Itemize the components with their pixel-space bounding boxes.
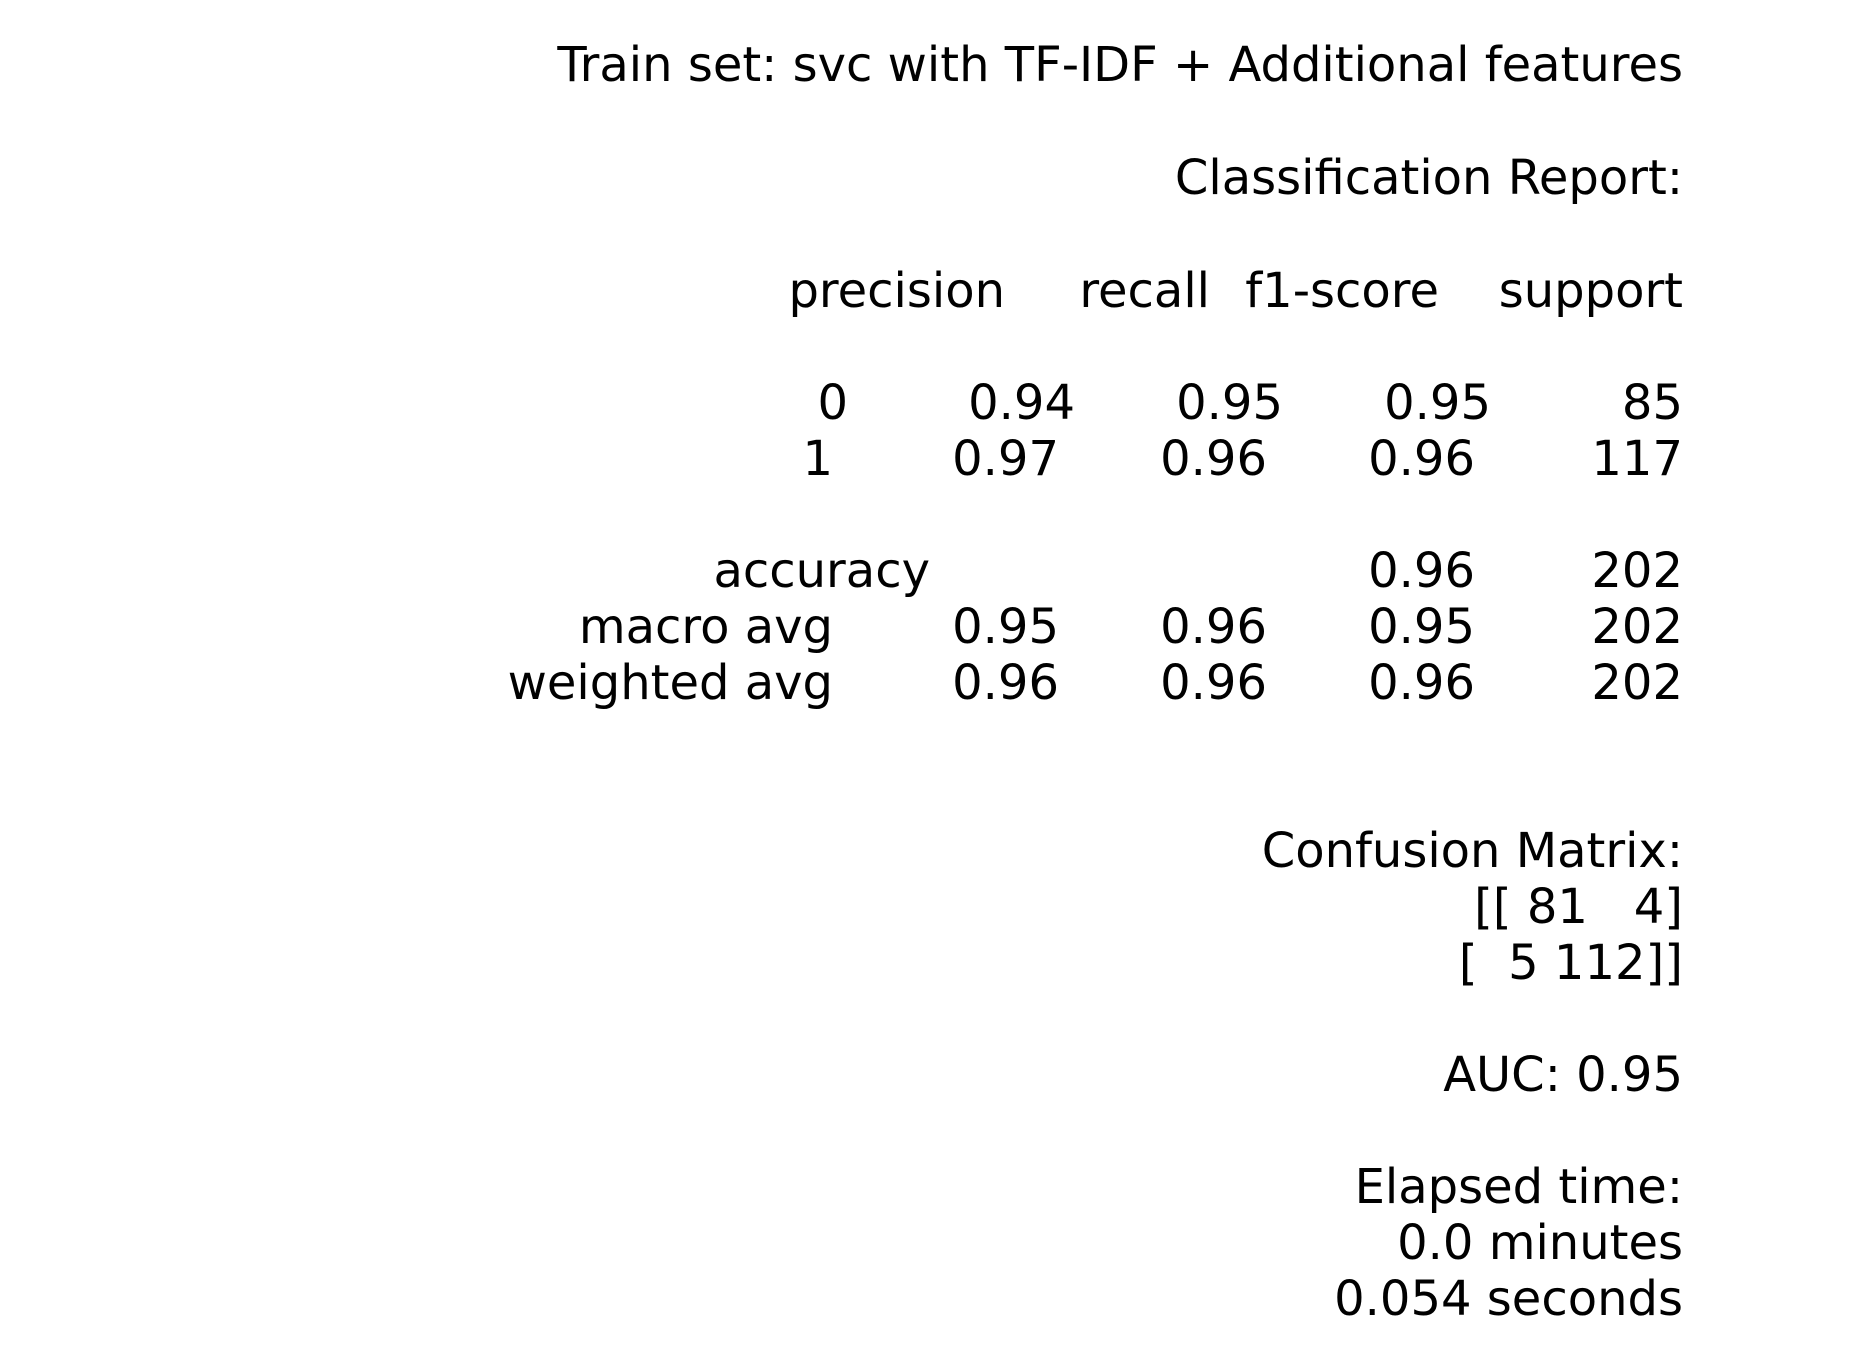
- classification-report-heading: Classification Report:: [1174, 150, 1683, 206]
- weighted-avg-recall: 0.96: [1160, 655, 1267, 711]
- column-header-recall: recall: [1079, 263, 1210, 319]
- weighted-avg-precision: 0.96: [952, 655, 1059, 711]
- column-header-precision: precision: [788, 263, 1005, 319]
- row-1-support: 117: [1591, 431, 1683, 487]
- macro-avg-precision: 0.95: [952, 599, 1059, 655]
- row-1-recall: 0.96: [1160, 431, 1267, 487]
- elapsed-minutes: 0.0 minutes: [1397, 1215, 1683, 1271]
- column-header-f1-score: f1-score: [1245, 263, 1439, 319]
- report-title: Train set: svc with TF-IDF + Additional features: [557, 37, 1683, 93]
- row-0-f1-score: 0.95: [1384, 375, 1491, 431]
- accuracy-label: accuracy: [713, 543, 930, 599]
- row-1-f1-score: 0.96: [1368, 431, 1475, 487]
- elapsed-seconds: 0.054 seconds: [1334, 1271, 1683, 1327]
- column-header-support: support: [1498, 263, 1683, 319]
- macro-avg-f1-score: 0.95: [1368, 599, 1475, 655]
- accuracy-f1-score: 0.96: [1368, 543, 1475, 599]
- elapsed-time-heading: Elapsed time:: [1354, 1159, 1683, 1215]
- row-0-label: 0: [817, 375, 848, 431]
- confusion-matrix-row-2: [ 5 112]]: [1458, 935, 1683, 991]
- macro-avg-recall: 0.96: [1160, 599, 1267, 655]
- row-1-precision: 0.97: [952, 431, 1059, 487]
- confusion-matrix-heading: Confusion Matrix:: [1261, 823, 1683, 879]
- accuracy-support: 202: [1591, 543, 1683, 599]
- macro-avg-support: 202: [1591, 599, 1683, 655]
- auc-value: AUC: 0.95: [1443, 1047, 1683, 1103]
- row-0-support: 85: [1621, 375, 1683, 431]
- confusion-matrix-row-1: [[ 81 4]: [1474, 879, 1683, 935]
- row-0-precision: 0.94: [968, 375, 1075, 431]
- weighted-avg-label: weighted avg: [507, 655, 833, 711]
- weighted-avg-support: 202: [1591, 655, 1683, 711]
- row-0-recall: 0.95: [1176, 375, 1283, 431]
- weighted-avg-f1-score: 0.96: [1368, 655, 1475, 711]
- macro-avg-label: macro avg: [578, 599, 833, 655]
- row-1-label: 1: [802, 431, 833, 487]
